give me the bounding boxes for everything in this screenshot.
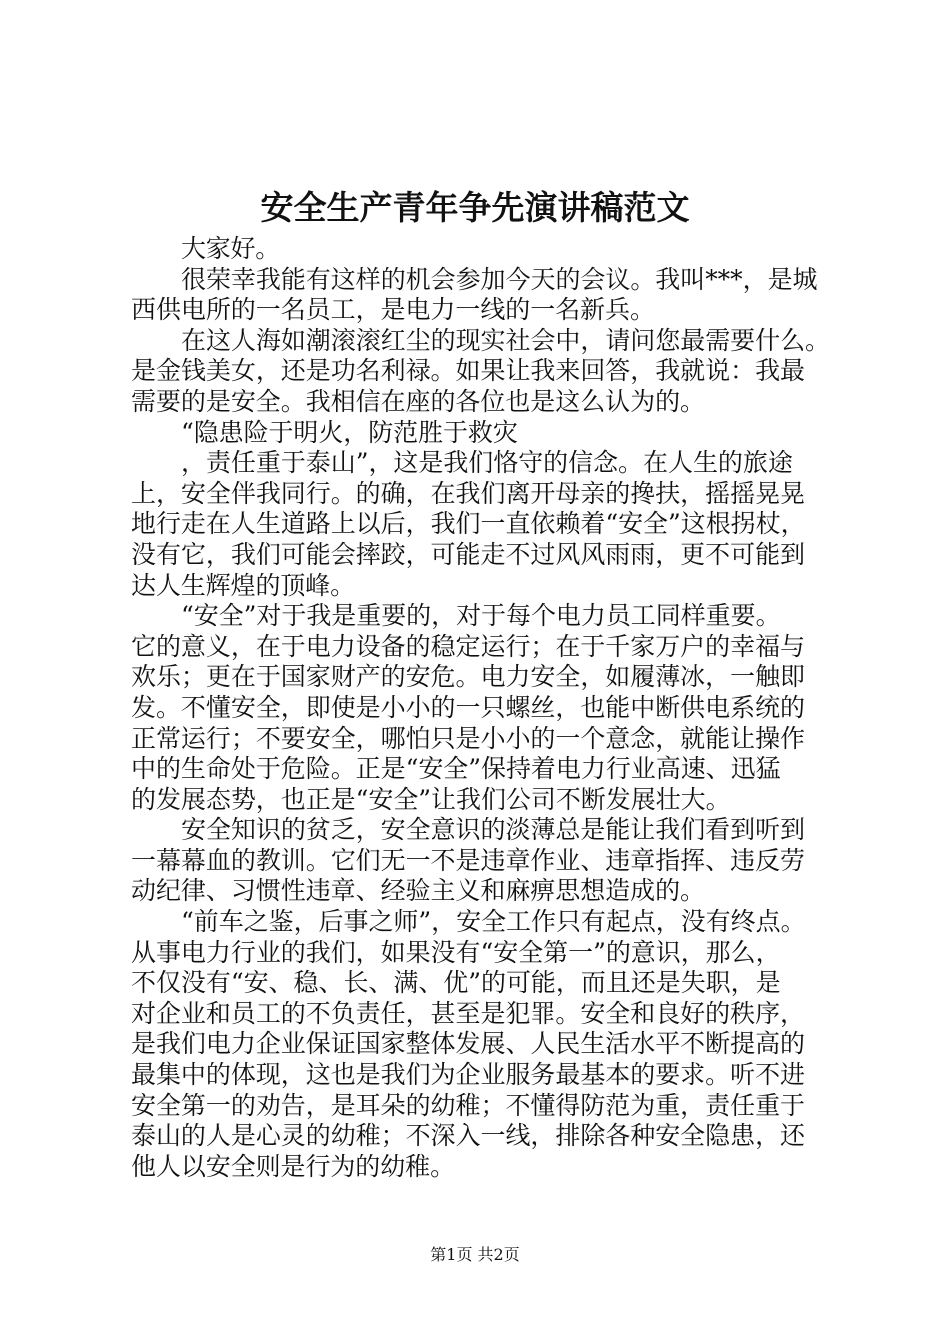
body-line: ，责任重于泰山”，这是我们恪守的信念。在人生的旅途: [181, 448, 793, 478]
body-line: 一幕幕血的教训。它们无一不是违章作业、违章指挥、违反劳: [131, 845, 806, 875]
body-line: 欢乐；更在于国家财产的安危。电力安全，如履薄冰，一触即: [131, 662, 806, 692]
body-line: 上，安全伴我同行。的确，在我们离开母亲的搀扶，摇摇晃晃: [131, 478, 806, 508]
body-line: 地行走在人生道路上以后，我们一直依赖着“安全”这根拐杖，: [131, 509, 806, 539]
page-footer: 第1页 共2页: [430, 1245, 520, 1264]
body-line: 它的意义，在于电力设备的稳定运行；在于千家万户的幸福与: [131, 631, 806, 661]
document-body: [131, 234, 851, 1182]
body-line: 大家好。: [181, 234, 281, 263]
body-line: 对企业和员工的不负责任，甚至是犯罪。安全和良好的秩序，: [131, 998, 806, 1028]
body-line: 达人生辉煌的顶峰。: [131, 570, 356, 600]
body-line: 的发展态势，也正是“安全”让我们公司不断发展壮大。: [131, 784, 731, 814]
body-line: 从事电力行业的我们，如果没有“安全第一”的意识，那么，: [131, 937, 781, 967]
body-line: 不仅没有“安、稳、长、满、优”的可能，而且还是失职，是: [131, 968, 781, 998]
body-line: “隐患险于明火，防范胜于救灾: [181, 417, 518, 447]
body-line: 在这人海如潮滚滚红尘的现实社会中，请问您最需要什么。: [181, 325, 831, 355]
body-line: 中的生命处于危险。正是“安全”保持着电力行业高速、迅猛: [131, 754, 781, 784]
body-line: “安全”对于我是重要的，对于每个电力员工同样重要。: [181, 601, 781, 631]
body-line: 很荣幸我能有这样的机会参加今天的会议。我叫***，是城: [181, 264, 818, 294]
document-title: 安全生产青年争先演讲稿范文: [260, 188, 690, 227]
body-line: 是我们电力企业保证国家整体发展、人民生活水平不断提高的: [131, 1029, 806, 1059]
body-line: 西供电所的一名员工，是电力一线的一名新兵。: [131, 295, 656, 325]
body-line: 动纪律、习惯性违章、经验主义和麻痹思想造成的。: [131, 876, 706, 906]
body-line: “前车之鉴，后事之师”，安全工作只有起点，没有终点。: [181, 907, 806, 937]
body-line: 正常运行；不要安全，哪怕只是小小的一个意念，就能让操作: [131, 723, 806, 753]
body-line: 最集中的体现，这也是我们为企业服务最基本的要求。听不进: [131, 1060, 806, 1090]
body-line: 需要的是安全。我相信在座的各位也是这么认为的。: [131, 386, 706, 416]
body-line: 是金钱美女，还是功名利禄。如果让我来回答，我就说：我最: [131, 356, 806, 386]
body-line: 发。不懂安全，即使是小小的一只螺丝，也能中断供电系统的: [131, 692, 806, 722]
body-line: 没有它，我们可能会摔跤，可能走不过风风雨雨，更不可能到: [131, 539, 806, 569]
body-line: 安全第一的劝告，是耳朵的幼稚；不懂得防范为重，责任重于: [131, 1090, 806, 1120]
body-line: 安全知识的贫乏，安全意识的淡薄总是能让我们看到听到: [181, 815, 806, 845]
body-line: 他人以安全则是行为的幼稚。: [131, 1151, 456, 1181]
body-line: 泰山的人是心灵的幼稚；不深入一线，排除各种安全隐患，还: [131, 1121, 806, 1151]
